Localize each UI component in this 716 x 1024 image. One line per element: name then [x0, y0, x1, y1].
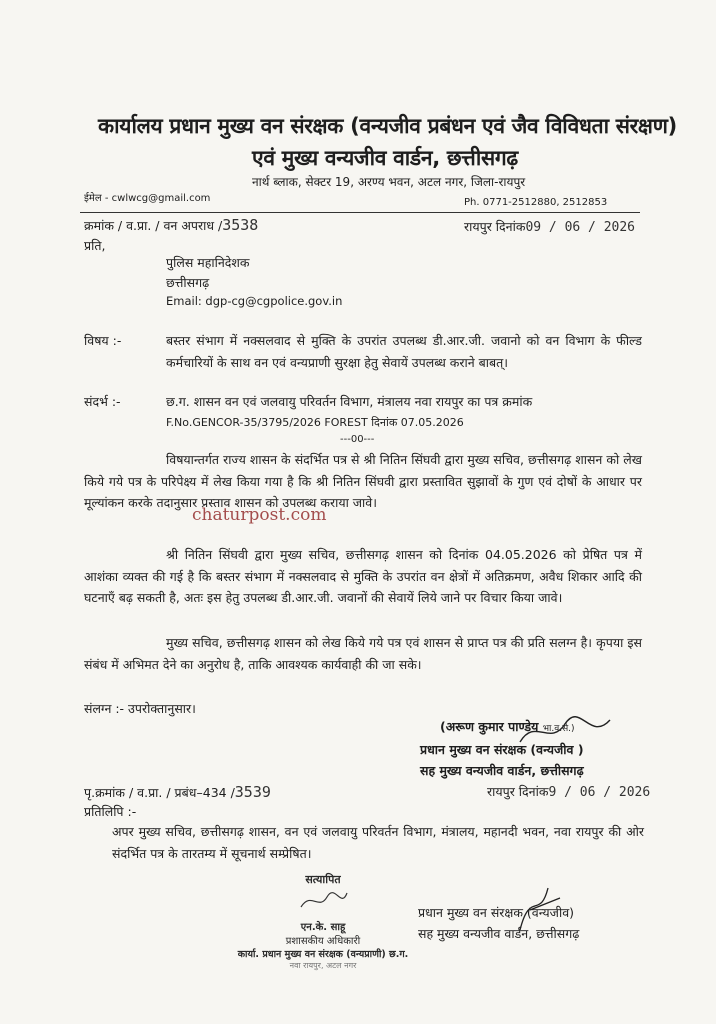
reference-line1: छ.ग. शासन वन एवं जलवायु परिवर्तन विभाग, मंत्रालय नवा रायपुर का पत्र क्रमांक [166, 394, 533, 409]
recipient-line2: छत्तीसगढ़ [166, 275, 210, 290]
signature1-date [487, 783, 650, 800]
verify-stamp-designation: प्रशासकीय अधिकारी [285, 936, 361, 947]
separator: ---00--- [340, 434, 375, 445]
office-address: नार्थ ब्लाक, सेक्टर 19, अरण्य भवन, अटल नगर, जिला-रायपुर [252, 175, 526, 189]
verify-stamp-name: एन.के. साहू [300, 922, 346, 933]
letter-date [464, 218, 635, 235]
signature2-title2: सह मुख्य वन्यजीव वार्डन, छत्तीसगढ़ [418, 926, 580, 941]
paragraph-1: विषयान्तर्गत राज्य शासन के संदर्भित पत्र से श्री नितिन सिंघवी द्वारा मुख्य सचिव, छत्तीसगढ़ शासन को लेख किये गये पत्र के परिपेक्ष्य में लेख किया गया है कि श्री नितिन सिंघवी द्वारा प्रस्तावित सुझावों के गुण एवं दोषों के आधार पर मूल्यांकन करके तदानुसार प्रस्ताव शासन को उपलब्ध कराया जावे। [84, 452, 642, 510]
office-title-line2: एवं मुख्य वन्यजीव वार्डन, छत्तीसगढ़ [252, 146, 518, 170]
signatory-title2: सह मुख्य वन्यजीव वार्डन, छत्तीसगढ़ [420, 763, 584, 778]
recipient-email: Email: dgp-cg@cgpolice.gov.in [166, 294, 343, 308]
office-phone: Ph. 0771-2512880, 2512853 [464, 197, 608, 208]
endorsement-number-label: पृ.क्रमांक / व.प्रा. / प्रबंध–434 / [84, 785, 235, 800]
signatory-name-text: (अरूण कुमार पाण्डेय [440, 719, 539, 734]
letter-number-label: क्रमांक / व.प्रा. / वन अपराध / [84, 218, 223, 233]
signatory-service: भा.व.से.) [542, 724, 575, 734]
endorsement-number [84, 783, 271, 801]
office-title-line1: कार्यालय प्रधान मुख्य वन संरक्षक (वन्यजीव प्रबंधन एवं जैव विविधता संरक्षण) [98, 114, 677, 138]
verify-signature-scribble [293, 887, 353, 915]
subject-label: विषय :- [84, 333, 122, 348]
endorsement-number-value: 3539 [234, 783, 271, 801]
letter-number [84, 216, 258, 234]
letter-date-label: रायपुर दिनांक [464, 219, 526, 234]
reference-label: संदर्भ :- [84, 394, 121, 409]
copy-label: प्रतिलिपि :- [84, 804, 137, 819]
watermark-text: chaturpost.com [192, 505, 327, 525]
signature1-date-label: रायपुर दिनांक [487, 784, 549, 799]
paragraph-2: श्री नितिन सिंघवी द्वारा मुख्य सचिव, छत्तीसगढ़ शासन को दिनांक 04.05.2026 को प्रेषित पत्र में आशंका व्यक्त की गई है कि बस्तर संभाग में नक्सलवाद से मुक्ति के उपरांत वन क्षेत्रों में अतिक्रमण, अवैध शिकार आदि की घटनाएँ बढ़ सकती है, अतः इस हेतु उपलब्ध डी.आर.जी. जवानों की सेवायें लिये जाने पर विचार किया जावे। [84, 547, 642, 605]
reference-line2: F.No.GENCOR-35/3795/2026 FOREST दिनांक 07.05.2026 [166, 416, 464, 429]
subject-text: बस्तर संभाग में नक्सलवाद से मुक्ति के उपरांत उपलब्ध डी.आर.जी. जवानो को वन विभाग के फील्ड कर्मचारियों के साथ वन एवं वन्यप्राणी सुरक्षा हेतु सेवायें उपलब्ध कराने बाबत्। [166, 333, 642, 370]
office-email: ईमेल - cwlwcg@gmail.com [84, 193, 211, 204]
paragraph-3: मुख्य सचिव, छत्तीसगढ़ शासन को लेख किये गये पत्र एवं शासन से प्राप्त पत्र की प्रति सलग्न है। कृपया इस संबंध में अभिमत देने का अनुरोध है, ताकि आवश्यक कार्यवाही की जा सके। [84, 635, 642, 672]
recipient-line1: पुलिस महानिदेशक [166, 255, 250, 270]
prati-label: प्रति, [84, 238, 106, 253]
signature1-date-value: 9 / 06 / 2026 [548, 785, 651, 800]
verify-stamp [228, 872, 418, 971]
verify-stamp-place: नवा रायपुर, अटल नगर [289, 961, 357, 970]
verify-stamp-office: कार्या. प्रधान मुख्य वन संरक्षक (वन्यप्राणी) छ.ग. [237, 949, 409, 960]
letter-date-value: 09 / 06 / 2026 [525, 220, 636, 235]
enclosure-note: संलग्न :- उपरोक्तानुसार। [84, 701, 196, 716]
signatory-title1: प्रधान मुख्य वन संरक्षक (वन्यजीव ) [420, 742, 584, 757]
signature2-title1: प्रधान मुख्य वन संरक्षक (वन्यजीव) [418, 905, 575, 920]
verify-stamp-title: सत्यापित [305, 873, 341, 886]
header-divider [80, 212, 640, 213]
copy-text: अपर मुख्य सचिव, छत्तीसगढ़ शासन, वन एवं जलवायु परिवर्तन विभाग, मंत्रालय, महानदी भवन, नवा रायपुर की ओर संदर्भित पत्र के तारतम्य में सूचनार्थ सम्प्रेषित। [112, 824, 644, 861]
letter-number-value: 3538 [222, 216, 259, 234]
